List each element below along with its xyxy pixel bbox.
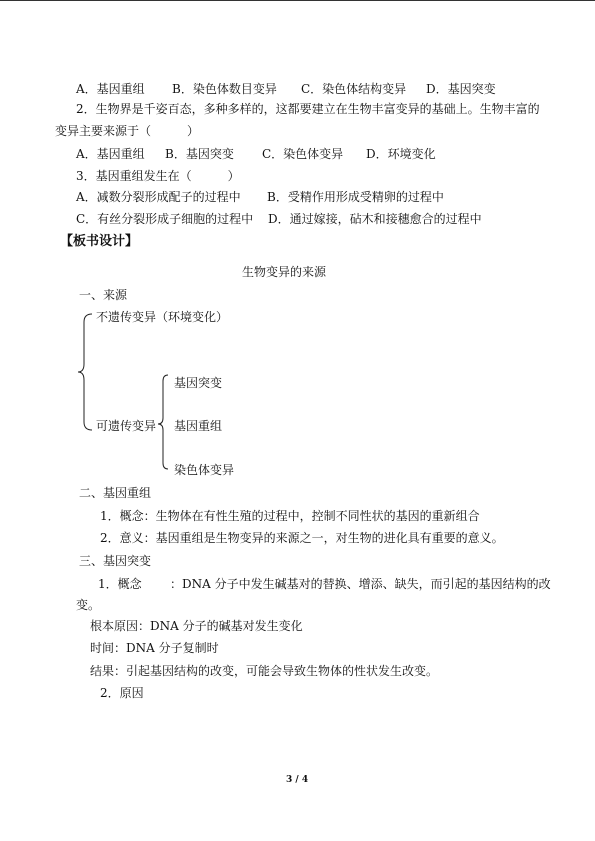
q2-option-c: C．染色体变异	[262, 147, 344, 161]
type-chromosome-variation: 染色体变异	[174, 463, 235, 477]
type-gene-mutation: 基因突变	[174, 376, 223, 390]
q3-stem: 3．基因重组发生在（ ）	[76, 169, 240, 183]
q2-stem-line2: 变异主要来源于（ ）	[55, 124, 200, 138]
mutation-result: 结果：引起基因结构的改变，可能会导致生物体的性状发生改变。	[90, 664, 439, 678]
q1-option-b: B．染色体数目变异	[172, 82, 277, 96]
q2-stem-line1: 2．生物界是千姿百态，多种多样的，这都要建立在生物丰富变异的基础上。生物丰富的	[76, 102, 540, 116]
type-gene-recombination: 基因重组	[174, 419, 223, 433]
small-brace	[158, 375, 168, 469]
mutation-concept-label: 1．概念	[98, 577, 142, 591]
board-title: 生物变异的来源	[242, 265, 327, 279]
q1-option-c: C．染色体结构变异	[301, 82, 407, 96]
section3-title: 三、基因突变	[79, 554, 152, 568]
q2-option-b: B．基因突变	[165, 147, 234, 161]
q1-option-a: A．基因重组	[76, 82, 145, 96]
large-brace	[78, 314, 92, 430]
q2-option-d: D．环境变化	[366, 147, 436, 161]
section2-title: 二、基因重组	[79, 486, 152, 500]
q3-option-a: A．减数分裂形成配子的过程中	[76, 190, 241, 204]
heritable-variation: 可遗传变异	[96, 419, 157, 433]
mutation-concept-cont: 变。	[76, 598, 101, 612]
q3-option-b: B．受精作用形成受精卵的过程中	[267, 190, 444, 204]
page-number: 3 / 4	[286, 775, 309, 785]
q1-option-d: D．基因突变	[426, 82, 496, 96]
recombination-meaning: 2．意义：基因重组是生物变异的来源之一，对生物的进化具有重要的意义。	[100, 531, 504, 545]
mutation-reason: 2．原因	[100, 686, 144, 700]
mutation-concept-text: ：DNA 分子中发生碱基对的替换、增添、缺失，而引起的基因结构的改	[170, 577, 551, 591]
q2-option-a: A．基因重组	[76, 147, 145, 161]
mutation-cause: 根本原因：DNA 分子的碱基对发生变化	[90, 619, 303, 633]
recombination-concept: 1．概念：生物体在有性生殖的过程中，控制不同性状的基因的重新组合	[100, 509, 480, 523]
board-heading: 【板书设计】	[60, 234, 139, 249]
mutation-time: 时间：DNA 分子复制时	[90, 641, 219, 655]
non-heritable-variation: 不遗传变异（环境变化）	[96, 310, 229, 324]
section1-title: 一、来源	[79, 288, 128, 302]
q3-option-d: D．通过嫁接，砧木和接穗愈合的过程中	[268, 212, 482, 226]
q3-option-c: C．有丝分裂形成子细胞的过程中	[76, 212, 254, 226]
